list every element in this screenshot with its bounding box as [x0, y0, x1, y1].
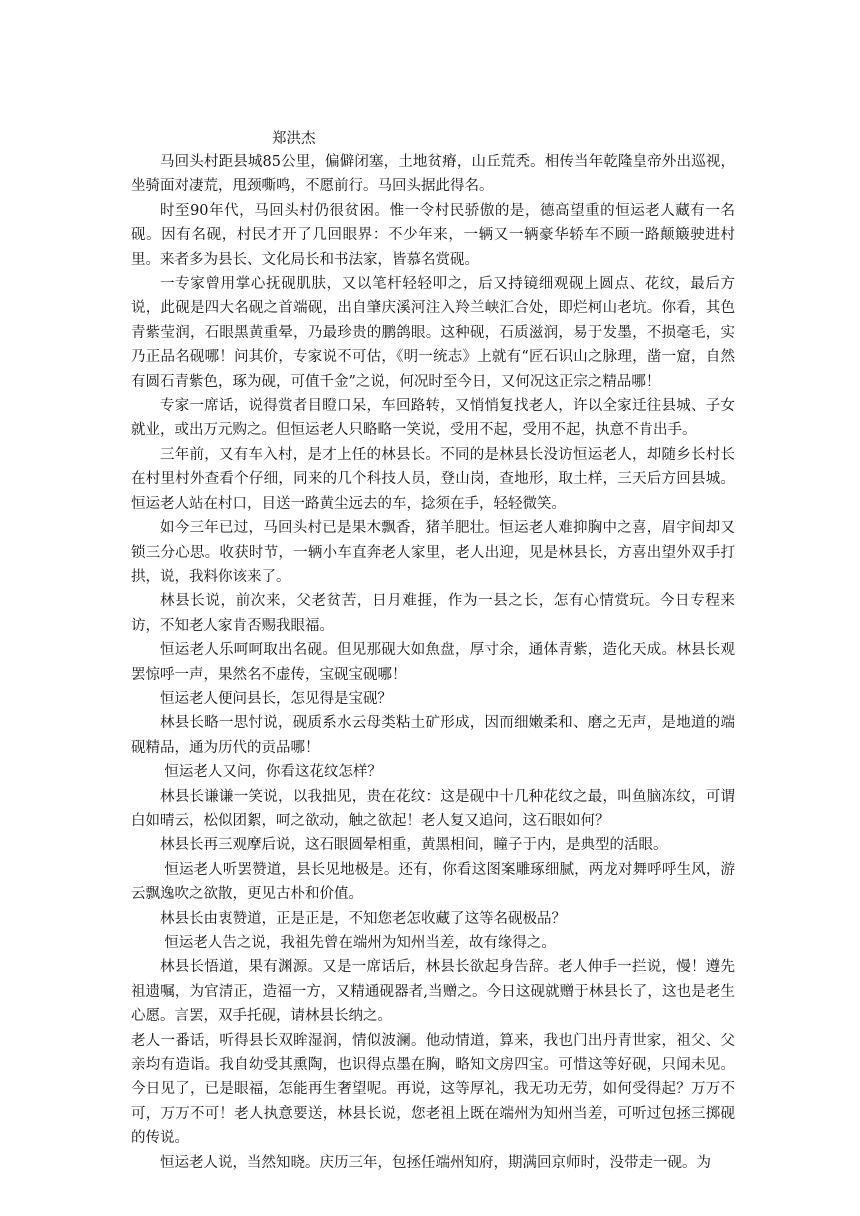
author-name: 郑洪杰: [272, 131, 316, 147]
paragraph: 老人一番话，听得县长双眸湿润，情似波澜。他动情道，算来，我也门出丹青世家，祖父、父亲均有造诣。我自幼受其熏陶，也识得点墨在胸，略知文房四宝。可惜这等好砚，只闻未见。今日见了，已是眼福，怎能再生奢望呢。再说，这等厚礼，我无功无劳，如何受得起？万万不可，万万不可！老人执意要送，林县长说，您老祖上既在端州为知州当差，可听过包拯三掷砚的传说。: [131, 1032, 735, 1147]
paragraph: 恒运老人说，当然知晓。庆历三年，包拯任端州知府，期满回京师时，没带走一砚。为: [160, 1154, 711, 1171]
paragraph: 林县长由衷赞道，正是正是，不知您老怎收藏了这等名砚极品？: [160, 910, 566, 927]
paragraph: 恒运老人听罢赞道，县长见地极是。还有，你看这图案雕琢细腻，两龙对舞呼呼生风，游云飘逸吹之欲散，更见古朴和价值。: [131, 861, 735, 903]
paragraph: 一专家曾用掌心抚砚肌肤，又以笔杆轻轻叩之，后又持镜细观砚上圆点、花纹，最后方说，此砚是四大名砚之首端砚，出自肇庆溪河注入羚兰峡汇合处，即烂柯山老坑。你看，其色青紫莹润，石眼黑黄重晕，乃最珍贵的鹏鸽眼。这种砚，石质滋润，易于发墨，不损毫毛，实乃正品名砚哪！问其价，专家说不可估，《明一统志》上就有“匠石识山之脉理，凿一窟，自然有圆石青紫色，琢为砚，可值千金”之说，何况时至今日，又何况这正宗之精品哪！: [131, 276, 735, 390]
paragraph: 时至90年代，马回头村仍很贫困。惟一令村民骄傲的是，德高望重的恒运老人藏有一名砚。因有名砚，村民才开了几回眼界：不少年来，一辆又一辆豪华轿车不顾一路颠簸驶进村里。来者多为县长、文化局长和书法家，皆慕名赏砚。: [131, 202, 735, 268]
paragraph: 林县长略一思忖说，砚质系水云母类粘土矿形成，因而细嫩柔和、磨之无声，是地道的端砚精品，通为历代的贡品哪！: [131, 715, 735, 756]
paragraph: 专家一席话，说得赏者目瞪口呆，车回路转，又悄悄复找老人，许以全家迁往县城、子女就业，或出万元购之。但恒运老人只略略一笑说，受用不起，受用不起，执意不肯出手。: [131, 398, 735, 439]
paragraph: 恒运老人便问县长，怎见得是宝砚？: [160, 690, 392, 707]
story-body: [131, 150, 735, 1175]
paragraph: 林县长谦谦一笑说，以我拙见，贵在花纹：这是砚中十几种花纹之最，叫鱼脑冻纹，可谓白如晴云，松似团絮，呵之欲动，触之欲起！老人复又追问，这石眼如何？: [131, 788, 735, 829]
paragraph: 恒运老人告之说，我祖先曾在端州为知州当差，故有缘得之。: [164, 935, 556, 951]
paragraph: 如今三年已过，马回头村已是果木飘香，猪羊肥壮。恒运老人难抑胸中之喜，眉宇间却又锁三分心思。收获时节，一辆小车直奔老人家里，老人出迎，见是林县长，方喜出望外双手打拱，说，我料你该来了。: [131, 520, 735, 585]
paragraph: 恒运老人乐呵呵取出名砚。但见那砚大如魚盘，厚寸余，通体青紫，造化天成。林县长观罢惊呼一声，果然名不虚传，宝砚宝砚哪！: [131, 642, 735, 683]
paragraph: 林县长再三观摩后说，这石眼圆晕相重，黄黑相间，瞳子于内，是典型的活眼。: [160, 837, 668, 854]
paragraph: 恒运老人又问，你看这花纹怎样？: [164, 764, 382, 781]
paragraph: 林县长说，前次来，父老贫苦，日月难捱，作为一县之长，怎有心情赏玩。今日专程来访，不知老人家肯否赐我眼福。: [131, 593, 735, 634]
paragraph: 三年前，又有车入村，是才上任的林县长。不同的是林县长没访恒运老人，却随乡长村长在村里村外查看个仔细，同来的几个科技人员，登山岗，查地形，取土样，三天后方回县城。恒运老人站在村口，目送一路黄尘远去的车，捻须在手，轻轻微笑。: [131, 446, 735, 512]
paragraph: 林县长悟道，果有渊源。又是一席话后，林县长欲起身告辞。老人伸手一拦说，慢！遵先祖遗嘱，为官清正，造福一方，又精通砚器者,当赠之。今日这砚就赠于林县长了，这也是老生心愿。言罢，双手托砚，请林县长纳之。: [131, 959, 735, 1025]
paragraph: 马回头村距县城85公里，偏僻闭塞，土地贫瘠，山丘荒秃。相传当年乾隆皇帝外出巡视，坐骑面对凄荒，甩颈嘶鸣，不愿前行。马回头据此得名。: [131, 154, 735, 195]
